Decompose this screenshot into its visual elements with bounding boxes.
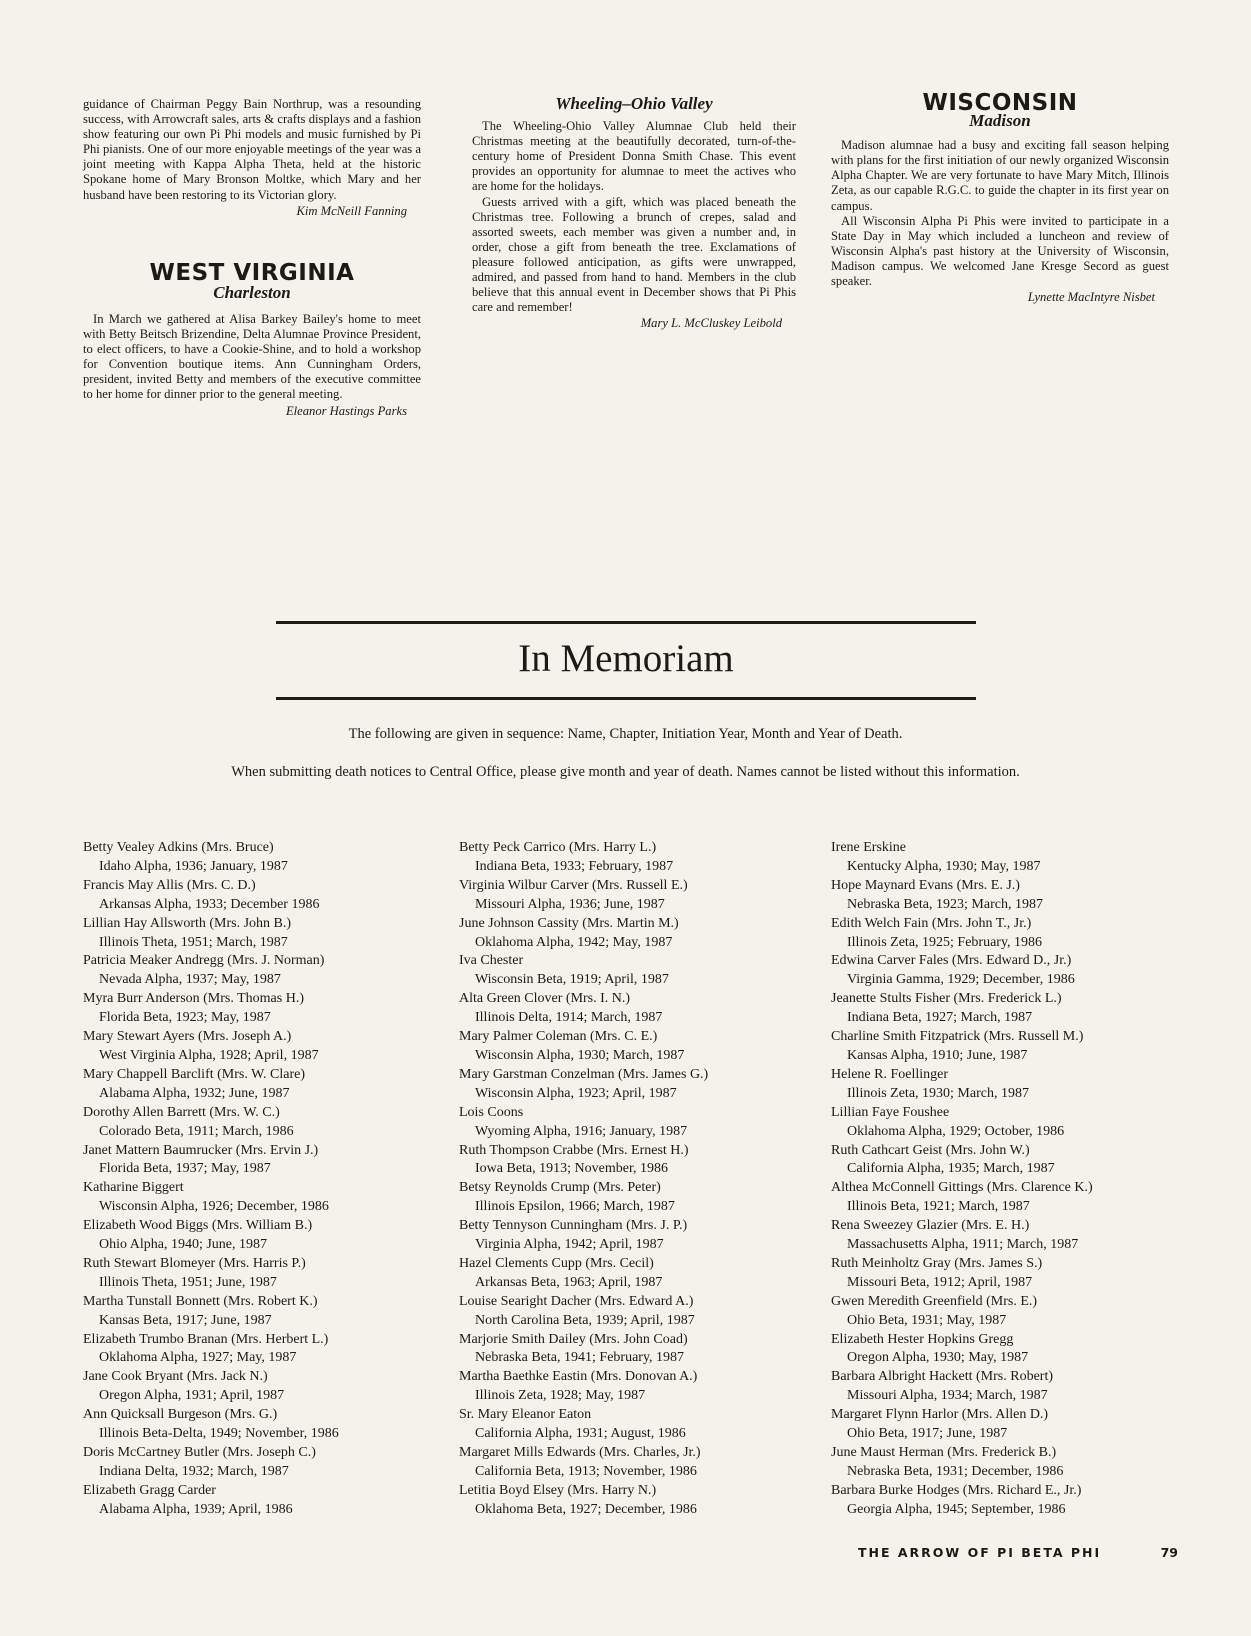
memoriam-entry	[459, 990, 799, 1028]
memoriam-name: Jeanette Stults Fisher (Mrs. Frederick L.)	[831, 991, 1062, 1007]
memoriam-detail: Wyoming Alpha, 1916; January, 1987	[475, 1123, 688, 1139]
memoriam-entry	[459, 915, 799, 953]
memoriam-name: Alta Green Clover (Mrs. I. N.)	[459, 991, 631, 1007]
memoriam-entry	[83, 1217, 423, 1255]
memoriam-detail: California Alpha, 1931; August, 1986	[475, 1426, 686, 1442]
memoriam-entry	[83, 1104, 423, 1142]
memoriam-detail: Oklahoma Alpha, 1927; May, 1987	[99, 1350, 297, 1366]
memoriam-name: Barbara Albright Hackett (Mrs. Robert)	[831, 1369, 1053, 1385]
section-heading-city: Madison	[969, 111, 1031, 131]
memoriam-entry	[83, 1142, 423, 1180]
memoriam-name: Betty Vealey Adkins (Mrs. Bruce)	[83, 840, 274, 855]
memoriam-detail: Alabama Alpha, 1939; April, 1986	[99, 1501, 293, 1517]
memoriam-name: Iva Chester	[459, 953, 524, 969]
memoriam-name: Betsy Reynolds Crump (Mrs. Peter)	[459, 1180, 661, 1196]
memoriam-name: Mary Palmer Coleman (Mrs. C. E.)	[459, 1029, 658, 1045]
page-number: 79	[1160, 1545, 1178, 1560]
memoriam-entry	[459, 1368, 799, 1406]
memoriam-entry	[459, 952, 799, 990]
memoriam-entry	[831, 1331, 1176, 1369]
memoriam-name: Barbara Burke Hodges (Mrs. Richard E., Jr.)	[831, 1482, 1082, 1498]
memoriam-column-2	[459, 839, 799, 1520]
memoriam-detail: Oklahoma Alpha, 1942; May, 1987	[475, 934, 673, 950]
memoriam-detail: Indiana Beta, 1927; March, 1987	[847, 1010, 1033, 1026]
memoriam-name: Helene R. Foellinger	[831, 1066, 949, 1082]
memoriam-detail: Illinois Beta-Delta, 1949; November, 1986	[99, 1426, 339, 1442]
memoriam-detail: North Carolina Beta, 1939; April, 1987	[475, 1312, 695, 1328]
memoriam-detail: Oklahoma Beta, 1927; December, 1986	[475, 1501, 697, 1517]
memoriam-name: Ruth Thompson Crabbe (Mrs. Ernest H.)	[459, 1142, 689, 1158]
memoriam-entry	[459, 1482, 799, 1520]
memoriam-entry	[831, 1104, 1176, 1142]
memoriam-entry	[83, 915, 423, 953]
memoriam-name: Elizabeth Gragg Carder	[83, 1482, 216, 1498]
memoriam-entry	[83, 1066, 423, 1104]
memoriam-detail: Missouri Beta, 1912; April, 1987	[847, 1274, 1033, 1290]
memoriam-name: Mary Stewart Ayers (Mrs. Joseph A.)	[83, 1029, 292, 1045]
signature: Eleanor Hastings Parks	[285, 403, 407, 418]
memoriam-entry	[83, 1331, 423, 1369]
memoriam-entry	[831, 1028, 1176, 1066]
section-heading-city: Charleston	[213, 282, 291, 302]
memoriam-detail: Wisconsin Alpha, 1923; April, 1987	[475, 1085, 677, 1101]
memoriam-entry	[459, 877, 799, 915]
memoriam-name: Ann Quicksall Burgeson (Mrs. G.)	[83, 1407, 278, 1423]
memoriam-detail: Nevada Alpha, 1937; May, 1987	[99, 972, 281, 988]
memoriam-name: Dorothy Allen Barrett (Mrs. W. C.)	[83, 1104, 280, 1120]
page-footer	[858, 1545, 1178, 1560]
memoriam-name: Mary Chappell Barclift (Mrs. W. Clare)	[83, 1066, 306, 1082]
memoriam-entry	[459, 1142, 799, 1180]
memoriam-name: Martha Tunstall Bonnett (Mrs. Robert K.)	[83, 1293, 318, 1309]
memoriam-name: Martha Baethke Eastin (Mrs. Donovan A.)	[459, 1369, 698, 1385]
memoriam-entry	[83, 990, 423, 1028]
memoriam-name: Francis May Allis (Mrs. C. D.)	[83, 877, 256, 893]
memoriam-name: Myra Burr Anderson (Mrs. Thomas H.)	[83, 991, 304, 1007]
memoriam-entry	[459, 1293, 799, 1331]
memoriam-detail: Missouri Alpha, 1934; March, 1987	[847, 1388, 1048, 1404]
paragraph: All Wisconsin Alpha Pi Phis were invited to participate in a State Day in May which included a luncheon and review of Wisconsin Alpha's past history at the University of Wisconsin, Madison campus. We welcomed Jane Kresge Secord as guest speaker.	[831, 213, 1169, 289]
memoriam-detail: Nebraska Beta, 1941; February, 1987	[475, 1350, 685, 1366]
memoriam-name: Edwina Carver Fales (Mrs. Edward D., Jr.)	[831, 953, 1072, 969]
memoriam-column-3	[831, 839, 1176, 1520]
memoriam-detail: West Virginia Alpha, 1928; April, 1987	[99, 1047, 319, 1063]
memoriam-intro-sequence: The following are given in sequence: Name, Chapter, Initiation Year, Month and Year of Death.	[348, 726, 903, 742]
memoriam-detail: Illinois Theta, 1951; June, 1987	[99, 1274, 277, 1290]
memoriam-entry	[831, 1217, 1176, 1255]
section-heading-state: WISCONSIN	[922, 90, 1078, 116]
memoriam-name: Doris McCartney Butler (Mrs. Joseph C.)	[83, 1445, 316, 1460]
memoriam-entry	[83, 839, 423, 877]
memoriam-column-1	[83, 839, 423, 1520]
memoriam-name: Ruth Cathcart Geist (Mrs. John W.)	[831, 1142, 1030, 1158]
memoriam-entry	[459, 1255, 799, 1293]
memoriam-entry	[831, 990, 1176, 1028]
memoriam-name: Edith Welch Fain (Mrs. John T., Jr.)	[831, 915, 1032, 931]
memoriam-entry	[831, 1293, 1176, 1331]
memoriam-detail: Colorado Beta, 1911; March, 1986	[99, 1123, 294, 1139]
memoriam-detail: Missouri Alpha, 1936; June, 1987	[475, 896, 665, 912]
memoriam-entry	[83, 1368, 423, 1406]
memoriam-detail: Alabama Alpha, 1932; June, 1987	[99, 1085, 290, 1101]
memoriam-detail: Nebraska Beta, 1923; March, 1987	[847, 896, 1043, 912]
memoriam-name: Margaret Mills Edwards (Mrs. Charles, Jr.)	[459, 1445, 701, 1460]
memoriam-detail: Illinois Zeta, 1930; March, 1987	[847, 1085, 1029, 1101]
memoriam-detail: Florida Beta, 1937; May, 1987	[99, 1161, 271, 1177]
memoriam-name: Hope Maynard Evans (Mrs. E. J.)	[831, 877, 1020, 893]
continued-paragraph: guidance of Chairman Peggy Bain Northrup, was a resounding success, with Arrowcraft sales, arts & crafts displays and a fashion show featuring our own Pi Phi models and music furnished by Pi Phi pianists. One of our more enjoyable meetings of the year was a joint meeting with Kappa Alpha Theta, held at the historic Spokane home of Mary Bronson Moltke, which Mary and her husband have been restoring to its Victorian glory.	[83, 97, 421, 202]
memoriam-detail: Kentucky Alpha, 1930; May, 1987	[847, 858, 1041, 874]
memoriam-name: Betty Tennyson Cunningham (Mrs. J. P.)	[459, 1218, 688, 1234]
memoriam-detail: Ohio Alpha, 1940; June, 1987	[99, 1237, 267, 1253]
memoriam-entry	[459, 1444, 799, 1482]
memoriam-entry	[83, 1406, 423, 1444]
memoriam-entry	[459, 1104, 799, 1142]
memoriam-name: Rena Sweezey Glazier (Mrs. E. H.)	[831, 1218, 1030, 1234]
memoriam-name: Gwen Meredith Greenfield (Mrs. E.)	[831, 1293, 1038, 1309]
memoriam-entry	[83, 1482, 423, 1520]
memoriam-name: Lois Coons	[459, 1104, 524, 1120]
memoriam-detail: Oregon Alpha, 1930; May, 1987	[847, 1350, 1029, 1366]
memoriam-name: Ruth Stewart Blomeyer (Mrs. Harris P.)	[83, 1255, 306, 1271]
paragraph: In March we gathered at Alisa Barkey Bailey's home to meet with Betty Beitsch Brizendine, Delta Alumnae Province President, to elect officers, to have a Cookie-Shine, and to hold a workshop for Convention boutique items. Ann Cunningham Orders, president, invited Betty and members of the executive committee to her home for dinner prior to the general meeting.	[83, 311, 421, 402]
memoriam-entry	[831, 1255, 1176, 1293]
memoriam-name: Althea McConnell Gittings (Mrs. Clarence K.)	[831, 1180, 1093, 1196]
memoriam-detail: Arkansas Beta, 1963; April, 1987	[475, 1274, 663, 1290]
memoriam-name: Elizabeth Trumbo Branan (Mrs. Herbert L.)	[83, 1331, 329, 1347]
memoriam-name: Betty Peck Carrico (Mrs. Harry L.)	[459, 840, 657, 855]
memoriam-name: Lillian Faye Foushee	[831, 1104, 950, 1120]
signature: Kim McNeill Fanning	[296, 203, 407, 218]
memoriam-detail: Ohio Beta, 1931; May, 1987	[847, 1312, 1007, 1328]
memoriam-detail: Illinois Zeta, 1925; February, 1986	[847, 934, 1043, 950]
memoriam-detail: Iowa Beta, 1913; November, 1986	[475, 1161, 669, 1177]
memoriam-entry	[83, 1444, 423, 1482]
memoriam-entry	[459, 1331, 799, 1369]
signature: Lynette MacIntyre Nisbet	[1027, 290, 1155, 305]
section-heading-city: Wheeling–Ohio Valley	[555, 94, 713, 113]
memoriam-detail: Indiana Beta, 1933; February, 1987	[475, 858, 674, 874]
memoriam-detail: Idaho Alpha, 1936; January, 1987	[99, 858, 288, 874]
memoriam-detail: Massachusetts Alpha, 1911; March, 1987	[847, 1237, 1079, 1253]
memoriam-detail: Kansas Alpha, 1910; June, 1987	[847, 1047, 1028, 1063]
memoriam-entry	[831, 915, 1176, 953]
memoriam-name: Mary Garstman Conzelman (Mrs. James G.)	[459, 1066, 709, 1082]
memoriam-detail: Oregon Alpha, 1931; April, 1987	[99, 1388, 285, 1404]
paragraph: Guests arrived with a gift, which was placed beneath the Christmas tree. Following a brunch of crepes, salad and assorted sweets, each member was given a number and, in order, chose a gift from beneath the tree. Exclamations of pleasure followed anticipation, as gifts were unwrapped, admired, and passed from hand to hand. Members in the club believe that this annual event in December shows that Pi Phis care and remember!	[472, 194, 796, 315]
memoriam-detail: Ohio Beta, 1917; June, 1987	[847, 1426, 1008, 1442]
memoriam-entry	[83, 1028, 423, 1066]
left-column	[83, 97, 421, 419]
publication-name: THE ARROW OF PI BETA PHI	[858, 1545, 1102, 1560]
memoriam-detail: Virginia Alpha, 1942; April, 1987	[475, 1237, 664, 1253]
top-rule	[276, 621, 976, 624]
memoriam-entry	[459, 1179, 799, 1217]
memoriam-detail: Wisconsin Alpha, 1930; March, 1987	[475, 1047, 685, 1063]
memoriam-detail: California Alpha, 1935; March, 1987	[847, 1161, 1055, 1177]
memoriam-entry	[83, 1293, 423, 1331]
memoriam-entry	[83, 1255, 423, 1293]
memoriam-name: Lillian Hay Allsworth (Mrs. John B.)	[83, 915, 292, 931]
memoriam-detail: Illinois Zeta, 1928; May, 1987	[475, 1388, 646, 1404]
memoriam-detail: Florida Beta, 1923; May, 1987	[99, 1010, 271, 1026]
memoriam-entry	[831, 839, 1176, 877]
memoriam-entry	[459, 1028, 799, 1066]
memoriam-name: Margaret Flynn Harlor (Mrs. Allen D.)	[831, 1407, 1049, 1423]
memoriam-entry	[459, 839, 799, 877]
memoriam-entry	[831, 952, 1176, 990]
memoriam-name: Elizabeth Hester Hopkins Gregg	[831, 1331, 1014, 1347]
memoriam-detail: Kansas Beta, 1917; June, 1987	[99, 1312, 272, 1328]
paragraph: The Wheeling-Ohio Valley Alumnae Club held their Christmas meeting at the beautifully decorated, turn-of-the-century home of President Donna Smith Chase. This event provides an opportunity for alumnae to meet the actives who are home for the holidays.	[472, 119, 796, 194]
memoriam-entry	[83, 1179, 423, 1217]
memoriam-detail: Wisconsin Beta, 1919; April, 1987	[475, 972, 669, 988]
memoriam-detail: Georgia Alpha, 1945; September, 1986	[847, 1501, 1066, 1517]
section-heading-state: WEST VIRGINIA	[149, 259, 355, 286]
middle-column	[472, 96, 796, 331]
memoriam-detail: Illinois Beta, 1921; March, 1987	[847, 1199, 1030, 1215]
memoriam-name: Janet Mattern Baumrucker (Mrs. Ervin J.)	[83, 1142, 319, 1158]
memoriam-entry	[459, 1406, 799, 1444]
bottom-rule	[276, 697, 976, 700]
memoriam-detail: Illinois Epsilon, 1966; March, 1987	[475, 1199, 675, 1215]
memoriam-name: Katharine Biggert	[83, 1180, 184, 1196]
memoriam-name: Charline Smith Fitzpatrick (Mrs. Russell M.)	[831, 1029, 1084, 1045]
memoriam-name: Elizabeth Wood Biggs (Mrs. William B.)	[83, 1218, 313, 1234]
memoriam-name: Sr. Mary Eleanor Eaton	[459, 1407, 592, 1423]
signature: Mary L. McCluskey Leibold	[640, 316, 782, 331]
memoriam-detail: Illinois Delta, 1914; March, 1987	[475, 1010, 663, 1026]
memoriam-name: June Maust Herman (Mrs. Frederick B.)	[831, 1445, 1057, 1460]
memoriam-intro-instructions: When submitting death notices to Central Office, please give month and year of death. Names cannot be listed without this information.	[231, 764, 1020, 780]
memoriam-entry	[459, 1066, 799, 1104]
memoriam-entry	[459, 1217, 799, 1255]
memoriam-name: Louise Searight Dacher (Mrs. Edward A.)	[459, 1293, 694, 1309]
memoriam-entry	[83, 877, 423, 915]
memoriam-name: Irene Erskine	[831, 840, 907, 855]
memoriam-detail: Virginia Gamma, 1929; December, 1986	[847, 972, 1075, 988]
memoriam-entry	[831, 1444, 1176, 1482]
memoriam-title: In Memoriam	[518, 637, 734, 680]
right-column	[831, 90, 1169, 305]
memoriam-name: Letitia Boyd Elsey (Mrs. Harry N.)	[459, 1482, 657, 1498]
memoriam-detail: Wisconsin Alpha, 1926; December, 1986	[99, 1199, 329, 1215]
memoriam-detail: Nebraska Beta, 1931; December, 1986	[847, 1463, 1064, 1479]
memoriam-entry	[831, 1368, 1176, 1406]
memoriam-entry	[831, 1179, 1176, 1217]
memoriam-entry	[831, 1066, 1176, 1104]
memoriam-detail: California Beta, 1913; November, 1986	[475, 1463, 697, 1479]
memoriam-name: Marjorie Smith Dailey (Mrs. John Coad)	[459, 1331, 688, 1347]
memoriam-entry	[83, 952, 423, 990]
memoriam-entry	[831, 1142, 1176, 1180]
memoriam-name: Patricia Meaker Andregg (Mrs. J. Norman)	[83, 953, 325, 969]
memoriam-name: Hazel Clements Cupp (Mrs. Cecil)	[459, 1255, 654, 1271]
memoriam-name: June Johnson Cassity (Mrs. Martin M.)	[459, 915, 679, 931]
memoriam-detail: Indiana Delta, 1932; March, 1987	[99, 1463, 289, 1479]
memoriam-entry	[831, 1482, 1176, 1520]
memoriam-name: Virginia Wilbur Carver (Mrs. Russell E.)	[459, 877, 688, 893]
memoriam-name: Jane Cook Bryant (Mrs. Jack N.)	[83, 1369, 268, 1385]
paragraph: Madison alumnae had a busy and exciting fall season helping with plans for the first initiation of our newly organized Wisconsin Alpha Chapter. We are very fortunate to have Mary Mitch, Illinois Zeta, as our capable R.G.C. to guide the chapter in its first year on campus.	[831, 138, 1169, 213]
memoriam-detail: Illinois Theta, 1951; March, 1987	[99, 934, 288, 950]
memoriam-detail: Oklahoma Alpha, 1929; October, 1986	[847, 1123, 1065, 1139]
memoriam-name: Ruth Meinholtz Gray (Mrs. James S.)	[831, 1255, 1043, 1271]
memoriam-entry	[831, 877, 1176, 915]
memoriam-entry	[831, 1406, 1176, 1444]
memoriam-detail: Arkansas Alpha, 1933; December 1986	[99, 896, 320, 912]
